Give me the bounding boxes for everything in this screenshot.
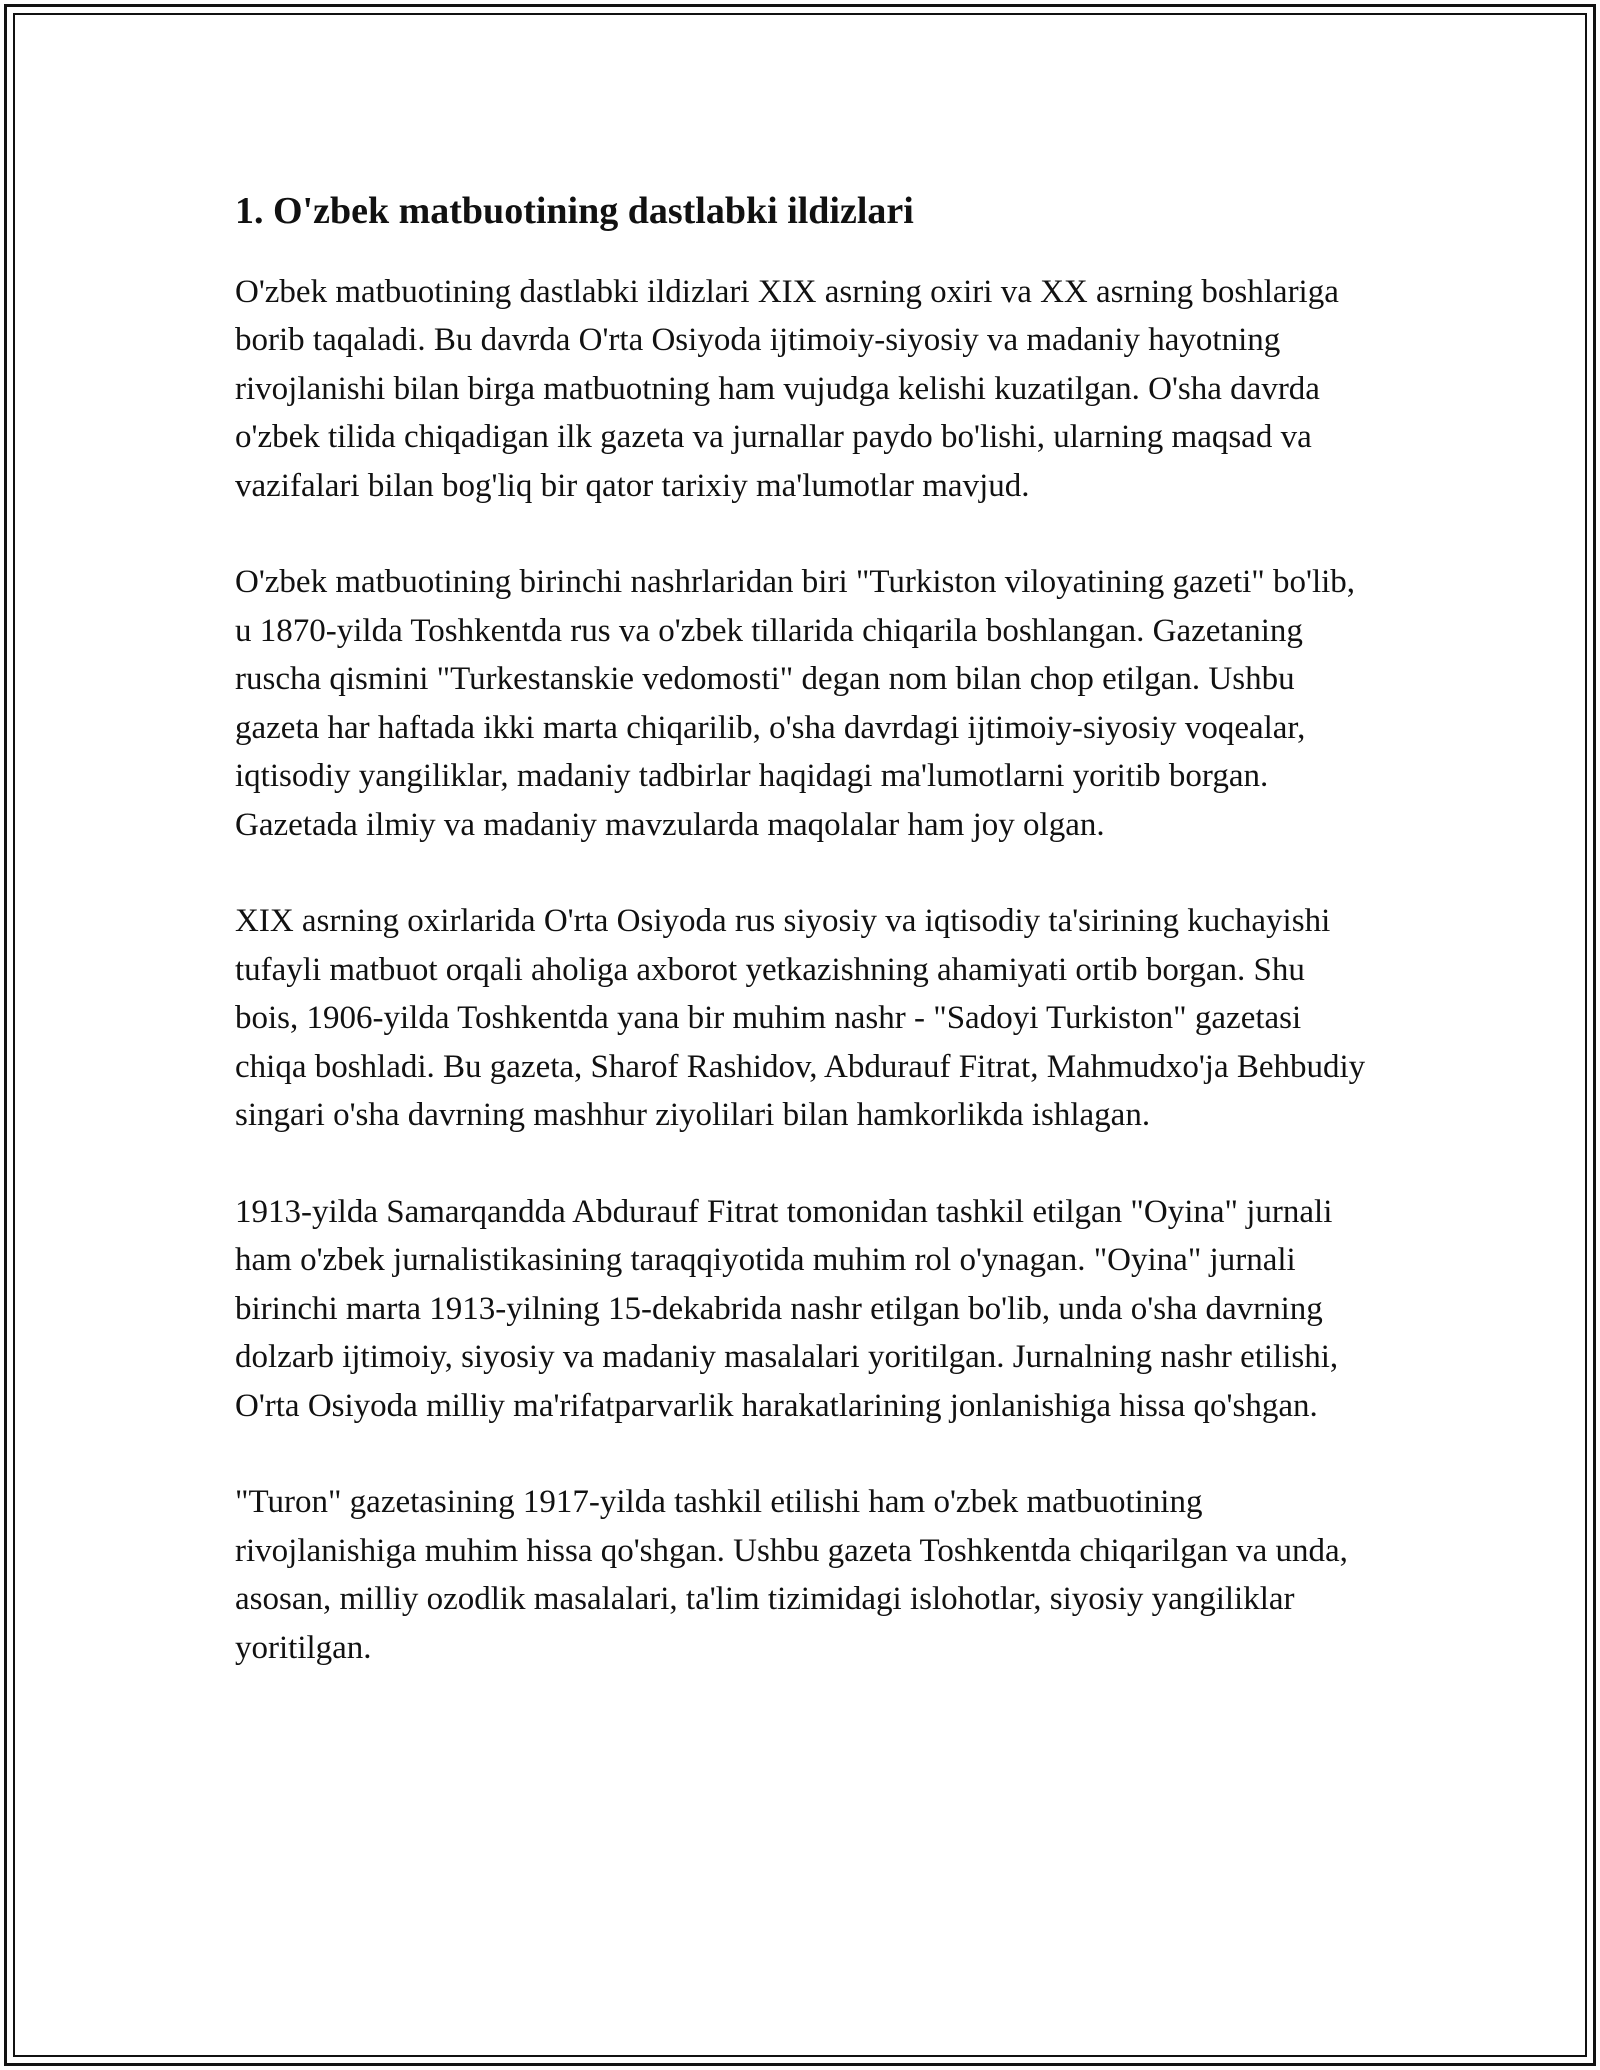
paragraph-1: O'zbek matbuotining dastlabki ildizlari XIX asrning oxiri va XX asrning boshlariga borib taqaladi. Bu davrda O'rta Osiyoda ijtimoiy-siyosiy va madaniy hayotning rivojlanishi bilan birga matbuotning ham vujudga kelishi kuzatilgan. O'sha davrda o'zbek tilida chiqadigan ilk gazeta va jurnallar paydo bo'lishi, ularning maqsad va vazifalari bilan bog'liq bir qator tarixiy ma'lumotlar mavjud. xyxy=(235,273,1339,504)
paragraph-4: 1913-yilda Samarqandda Abdurauf Fitrat tomonidan tashkil etilgan "Oyina" jurnali ham o'zbek jurnalistikasining taraqqiyotida muhim rol o'ynagan. "Oyina" jurnali birinchi marta 1913-yilning 15-dekabrida nashr etilgan bo'lib, unda o'sha davrning dolzarb ijtimoiy, siyosiy va madaniy masalalari yoritilgan. Jurnalning nashr etilishi, O'rta Osiyoda milliy ma'rifatparvarlik harakatlarining jonlanishiga hissa qo'shgan. xyxy=(235,1193,1339,1424)
paragraph-5: "Turon" gazetasining 1917-yilda tashkil etilishi ham o'zbek matbuotining rivojlanishiga muhim hissa qo'shgan. Ushbu gazeta Toshkentda chiqarilgan va unda, asosan, milliy ozodlik masalalari, ta'lim tizimidagi islohotlar, siyosiy yangiliklar yoritilgan. xyxy=(235,1484,1348,1666)
paragraph-2: O'zbek matbuotining birinchi nashrlaridan biri "Turkiston viloyatining gazeti" bo'lib, u 1870-yilda Toshkentda rus va o'zbek tillarida chiqarila boshlangan. Gazetaning ruscha qismini "Turkestanskie vedomosti" degan nom bilan chop etilgan. Ushbu gazeta har haftada ikki marta chiqarilib, o'sha davrdagi ijtimoiy-siyosiy voqealar, iqtisodiy yangiliklar, madaniy tadbirlar haqidagi ma'lumotlarni yoritib borgan. Gazetada ilmiy va madaniy mavzularda maqolalar ham joy olgan. xyxy=(235,564,1356,843)
document-body xyxy=(235,188,1370,1720)
section-title: 1. O'zbek matbuotining dastlabki ildizlari xyxy=(235,190,914,232)
paragraph-3: XIX asrning oxirlarida O'rta Osiyoda rus siyosiy va iqtisodiy ta'sirining kuchayishi tufayli matbuot orqali aholiga axborot yetkazishning ahamiyati ortib borgan. Shu bois, 1906-yilda Toshkentda yana bir muhim nashr - "Sadoyi Turkiston" gazetasi chiqa boshladi. Bu gazeta, Sharof Rashidov, Abdurauf Fitrat, Mahmudxo'ja Behbudiy singari o'sha davrning mashhur ziyolilari bilan hamkorlikda ishlagan. xyxy=(235,903,1366,1133)
